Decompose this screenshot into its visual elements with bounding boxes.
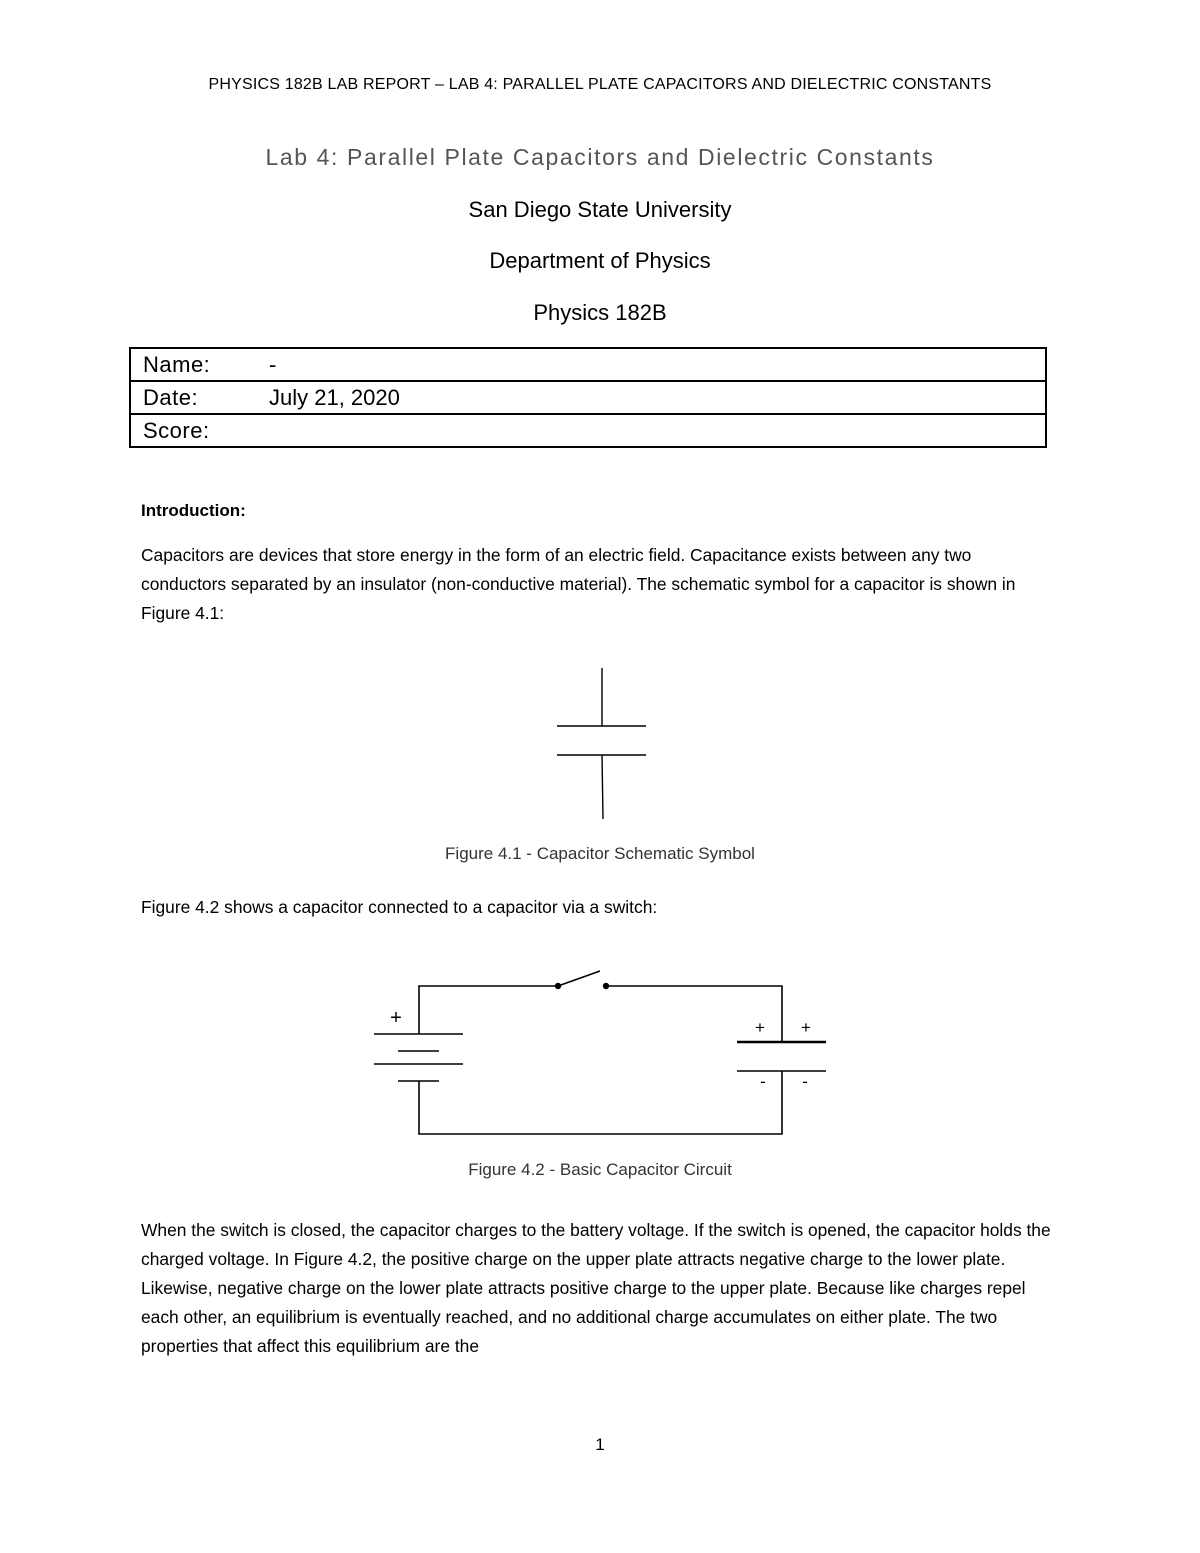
circuit-top-left-wire <box>419 986 558 1034</box>
figure-4-1-caption: Figure 4.1 - Capacitor Schematic Symbol <box>445 844 755 863</box>
capacitor-bottom-lead <box>602 755 603 819</box>
capacitor-minus-label-right: - <box>802 1072 808 1091</box>
name-label: Name: <box>143 351 211 377</box>
capacitor-circuit-figure <box>374 971 826 1134</box>
intro-paragraph: Capacitors are devices that store energy in the form of an electric field. Capacitance exists between any two conductors separated by an insulator (non-conductive material). The schematic symbol for a capacitor is shown in Figure 4.1: <box>141 545 1016 623</box>
date-label: Date: <box>143 384 199 410</box>
switch-lever <box>558 971 600 986</box>
page-number: 1 <box>595 1435 605 1454</box>
charging-explanation-paragraph: When the switch is closed, the capacitor charges to the battery voltage. If the switch is opened, the capacitor holds the charged voltage. In Figure 4.2, the positive charge on the upper plate attracts negative charge to the lower plate. Likewise, negative charge on the lower plate attracts positive charge to the upper plate. Because like charges repel each other, an equilibrium is eventually reached, and no additional charge accumulates on either plate. The two properties that affect this equilibrium are the <box>141 1220 1051 1356</box>
switch-contact-right <box>603 983 609 989</box>
switch-contact-left <box>555 983 561 989</box>
course-name: Physics 182B <box>533 300 667 325</box>
battery-plus-label: + <box>390 1007 402 1029</box>
document-title: Lab 4: Parallel Plate Capacitors and Dielectric Constants <box>265 144 935 170</box>
capacitor-plus-label-right: + <box>801 1018 811 1037</box>
figure-4-2-caption: Figure 4.2 - Basic Capacitor Circuit <box>468 1160 732 1179</box>
capacitor-plus-label-left: + <box>755 1018 765 1037</box>
capacitor-minus-label-left: - <box>760 1072 766 1091</box>
circuit-bottom-wire <box>419 1071 782 1134</box>
capacitor-symbol-figure <box>557 668 646 819</box>
date-value: July 21, 2020 <box>269 384 400 410</box>
score-label: Score: <box>143 417 210 443</box>
department-name: Department of Physics <box>489 248 711 273</box>
introduction-heading: Introduction: <box>141 501 246 520</box>
name-value: - <box>269 351 277 377</box>
university-name: San Diego State University <box>468 197 732 222</box>
figure-4-2-intro-paragraph: Figure 4.2 shows a capacitor connected to a capacitor via a switch: <box>141 897 658 917</box>
page-header: PHYSICS 182B LAB REPORT – LAB 4: PARALLEL PLATE CAPACITORS AND DIELECTRIC CONSTANTS <box>208 76 992 93</box>
